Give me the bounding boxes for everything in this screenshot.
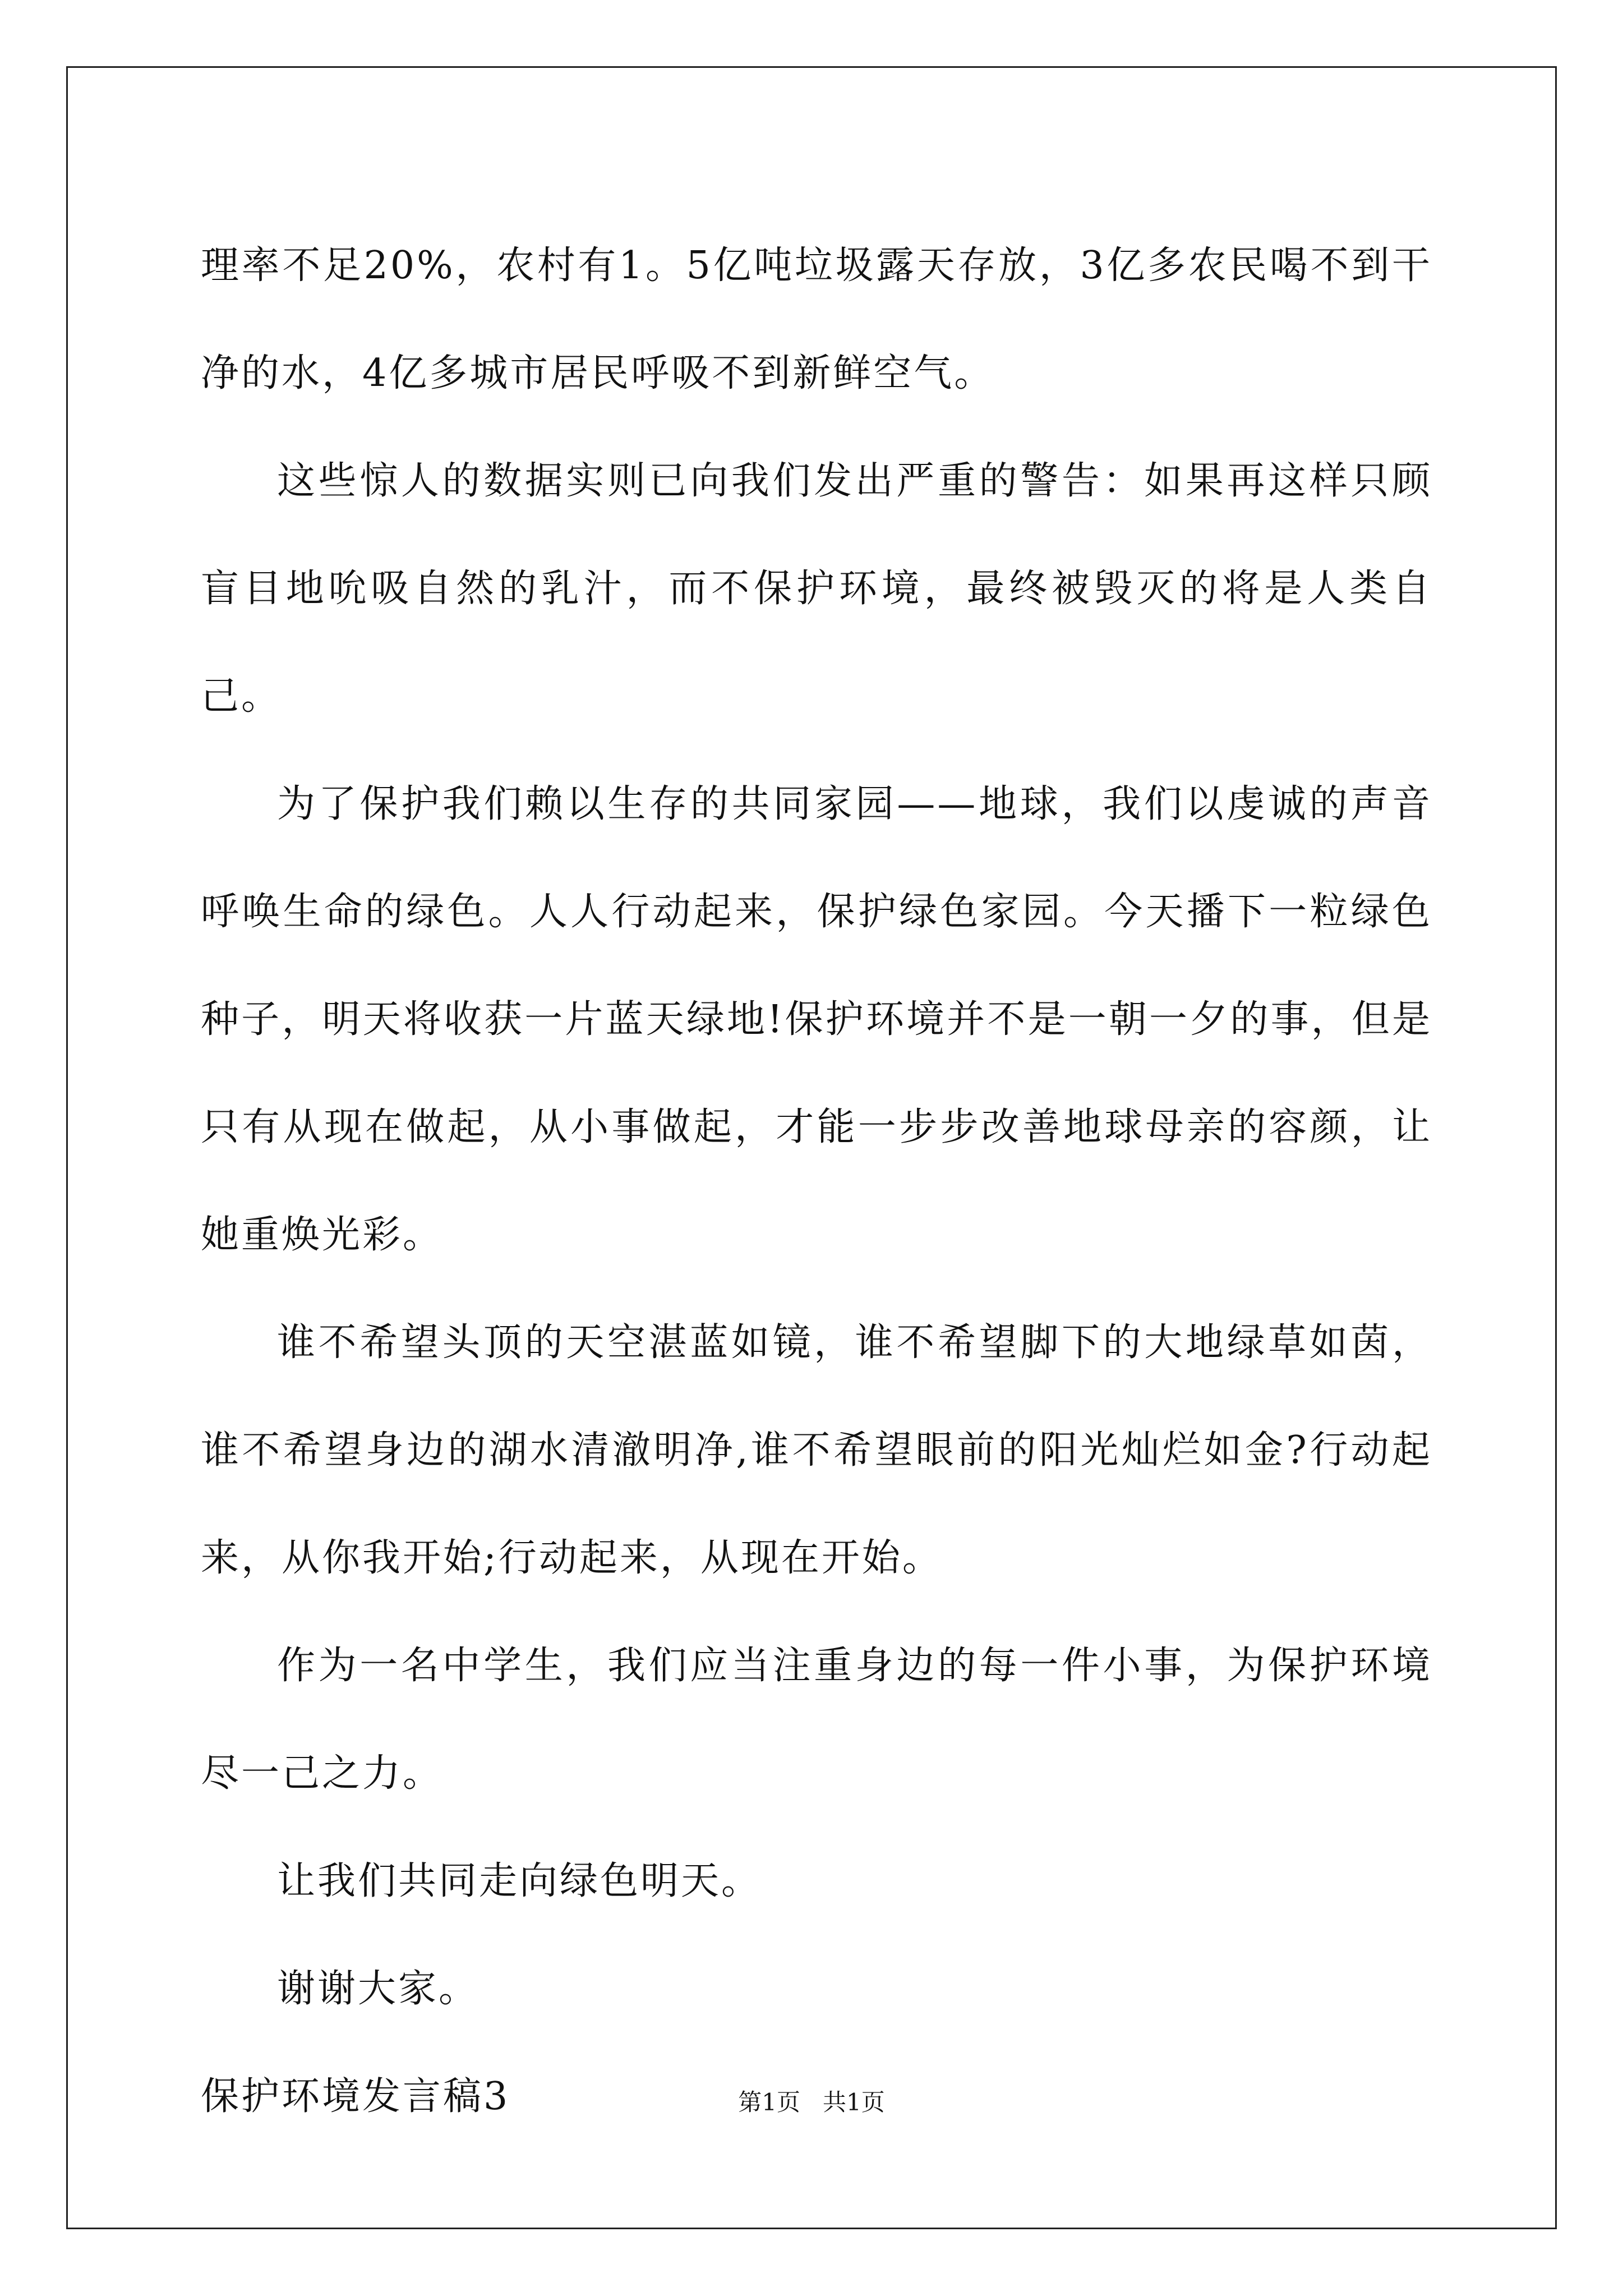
paragraph-3: 为了保护我们赖以生存的共同家园——地球，我们以虔诚的声音呼唤生命的绿色。人人行动起来，保护绿色家园。今天播下一粒绿色种子，明天将收获一片蓝天绿地!保护环境并不是一朝一夕的事，但是只有从现在做起，从小事做起，才能一步步改善地球母亲的容颜，让她重焕光彩。	[201, 782, 1432, 1257]
paragraph-4: 谁不希望头顶的天空湛蓝如镜，谁不希望脚下的大地绿草如茵，谁不希望身边的湖水清澈明净,谁不希望眼前的阳光灿烂如金?行动起来，从你我开始;行动起来，从现在开始。	[201, 1320, 1432, 1580]
document-body	[201, 212, 1432, 2151]
paragraph-5: 作为一名中学生，我们应当注重身边的每一件小事，为保护环境尽一己之力。	[201, 1644, 1432, 1796]
paragraph-7: 谢谢大家。	[277, 1967, 479, 2011]
paragraph-1: 理率不足20%，农村有1。5亿吨垃圾露天存放，3亿多农民喝不到干净的水，4亿多城市居民呼吸不到新鲜空气。	[201, 243, 1432, 395]
paragraph-2: 这些惊人的数据实则已向我们发出严重的警告：如果再这样只顾盲目地吮吸自然的乳汁，而不保护环境，最终被毁灭的将是人类自己。	[201, 459, 1432, 719]
page-number-total: 共1页	[823, 2088, 885, 2116]
paragraph-6: 让我们共同走向绿色明天。	[277, 1859, 762, 1903]
section-heading: 保护环境发言稿3	[201, 2074, 510, 2119]
page-number-current: 第1页	[738, 2088, 800, 2116]
page-footer	[0, 2086, 1623, 2119]
